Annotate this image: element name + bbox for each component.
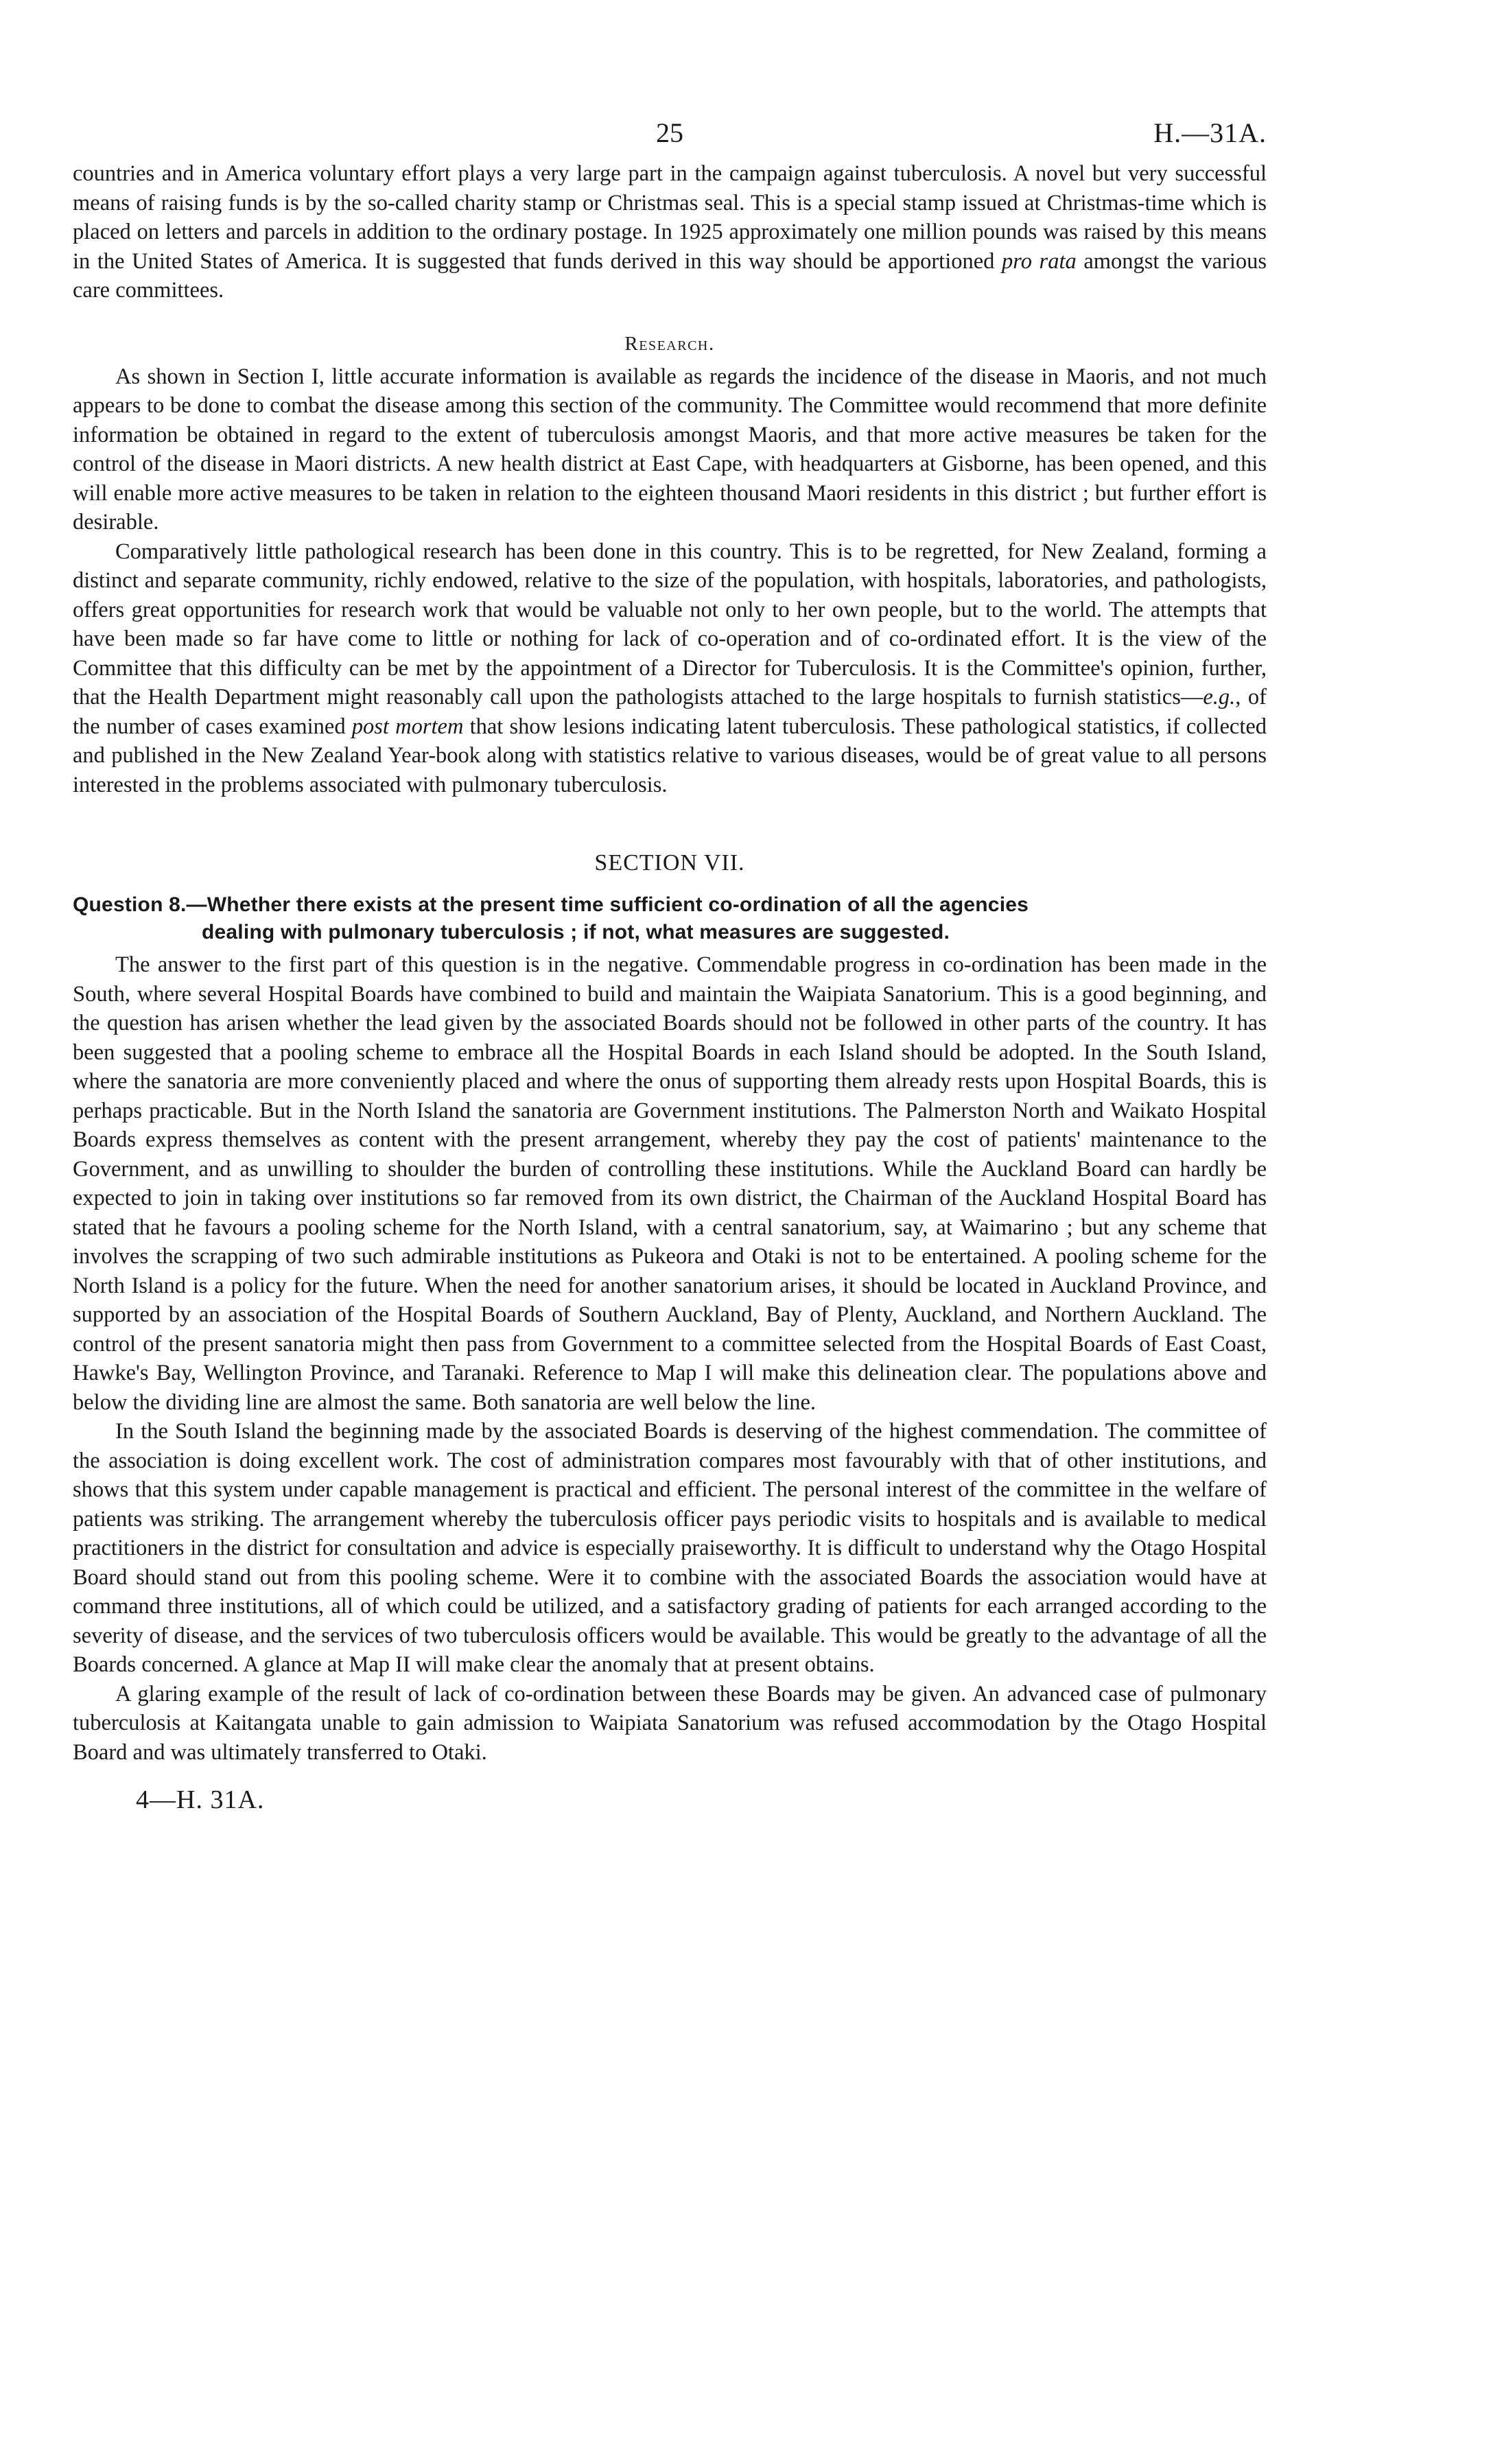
running-header: [73, 110, 1267, 159]
research-p2-eg: e.g.: [1203, 685, 1236, 709]
intro-paragraph: [73, 159, 1267, 305]
section-heading: SECTION VII.: [594, 850, 745, 876]
answer-paragraph-1: The answer to the first part of this question is in the negative. Commendable progress in co-ordination has been made in the South, where several Hospital Boards have combined to build and maintain the Waipiata Sanatorium. This is a good beginning, and the question has arisen whether the lead given by the associated Boards should not be followed in other parts of the country. It has been suggested that a pooling scheme to embrace all the Hospital Boards in each Island should be adopted. In the South Island, where the sanatoria are more conveniently placed and where the onus of supporting them already rests upon Hospital Boards, this is perhaps practicable. But in the North Island the sanatoria are Government institutions. The Palmerston North and Waikato Hospital Boards express themselves as content with the present arrangement, whereby they pay the cost of patients' maintenance to the Government, and as unwilling to shoulder the burden of controlling these institutions. While the Auckland Board can hardly be expected to join in taking over institutions so far removed from its own district, the Chairman of the Auckland Hospital Board has stated that he favours a pooling scheme for the North Island, with a central sanatorium, say, at Waimarino ; but any scheme that involves the scrapping of two such admirable institutions as Pukeora and Otaki is not to be entertained. A pooling scheme for the North Island is a policy for the future. When the need for another sanatorium arises, it should be located in Auckland Province, and supported by an association of the Hospital Boards of Southern Auckland, Bay of Plenty, Auckland, and Northern Auckland. The control of the present sanatoria might then pass from Government to a committee selected from the Hospital Boards of East Coast, Hawke's Bay, Wellington Province, and Taranaki. Reference to Map I will make this delineation clear. The populations above and below the dividing line are almost the same. Both sanatoria are well below the line.: [73, 952, 1267, 1415]
research-paragraph-1: As shown in Section I, little accurate information is available as regards the incidence of the disease in Maoris, and not much appears to be done to combat the disease among this section of the community. The Committee would recommend that more definite information be obtained in regard to the extent of tuberculosis amongst Maoris, and that more active measures be taken for the control of the disease in Maori districts. A new health district at East Cape, with headquarters at Gisborne, has been opened, and this will enable more active measures to be taken in relation to the eighteen thousand Maori residents in this district ; but further effort is desirable.: [73, 364, 1267, 535]
document-reference: H.—31A.: [1153, 117, 1267, 148]
research-p2-text-c: that show lesions indicating latent tuberculosis. These pathological statistics, if collected and published in the New Zealand Year-book along with statistics relative to various diseases, would be of great value to all persons interested in the problems associated with pulmonary tuberculosis.: [73, 714, 1267, 797]
answer-paragraph-2: In the South Island the beginning made by the associated Boards is deserving of the highest commendation. The committee of the association is doing excellent work. The cost of administration compares most favourably with that of other institutions, and shows that this system under capable management is practical and efficient. The personal interest of the committee in the welfare of patients was striking. The arrangement whereby the tuberculosis officer pays periodic visits to hospitals and is available to medical practitioners in the district for consultation and advice is especially praiseworthy. It is difficult to understand why the Otago Hospital Board should stand out from this pooling scheme. Were it to combine with the associated Boards the association would have at command three institutions, all of which could be utilized, and a satisfactory grading of patients for each arranged according to the severity of disease, and the services of two tuberculosis officers would be available. This would be greatly to the advantage of all the Boards concerned. A glance at Map II will make clear the anomaly that at present obtains.: [73, 1419, 1267, 1677]
document-page: [73, 110, 1267, 1815]
question-heading: [73, 891, 1267, 946]
footer-signature: 4—H. 31A.: [136, 1785, 265, 1814]
research-paragraph-2: [73, 537, 1267, 800]
question-line-2: dealing with pulmonary tuberculosis ; if not, what measures are suggested.: [202, 921, 950, 943]
intro-italic-pro-rata: pro rata: [1002, 248, 1077, 274]
research-p2-text-b: , of the number of cases examined: [73, 685, 1267, 739]
intro-text: countries and in America voluntary effort plays a very large part in the campaign against tuberculosis. A novel but very successful means of raising funds is by the so-called charity stamp or Christmas seal. This is a special stamp issued at Christmas-time which is placed on letters and parcels in addition to the ordinary postage. In 1925 approximately one million pounds was raised by this means in the United States of America. It is suggested that funds derived in this way should be apportioned: [73, 161, 1267, 274]
intro-text-end: amongst the various care committees.: [73, 248, 1267, 303]
research-p2-text-a: Comparatively little pathological research has been done in this country. This is to be regretted, for New Zealand, forming a distinct and separate community, richly endowed, relative to the size of the population, with hospitals, laboratories, and pathologists, offers great opportunities for research work that would be valuable not only to her own people, but to the world. The attempts that have been made so far have come to little or nothing for lack of co-operation and of co-ordinated effort. It is the view of the Committee that this difficulty can be met by the appointment of a Director for Tuberculosis. It is the Committee's opinion, further, that the Health Department might reasonably call upon the pathologists attached to the large hospitals to furnish statistics—: [73, 539, 1267, 709]
answer-paragraph-3: A glaring example of the result of lack of co-ordination between these Boards may be given. An advanced case of pulmonary tuberculosis at Kaitangata unable to gain admission to Waipiata Sanatorium was refused accommodation by the Otago Hospital Board and was ultimately transferred to Otaki.: [73, 1681, 1267, 1765]
question-line-1: Question 8.—Whether there exists at the present time sufficient co-ordination of all the agencies: [73, 893, 1029, 916]
research-heading: Research.: [624, 332, 715, 355]
research-p2-post-mortem: post mortem: [351, 714, 464, 739]
page-number: 25: [656, 117, 683, 148]
